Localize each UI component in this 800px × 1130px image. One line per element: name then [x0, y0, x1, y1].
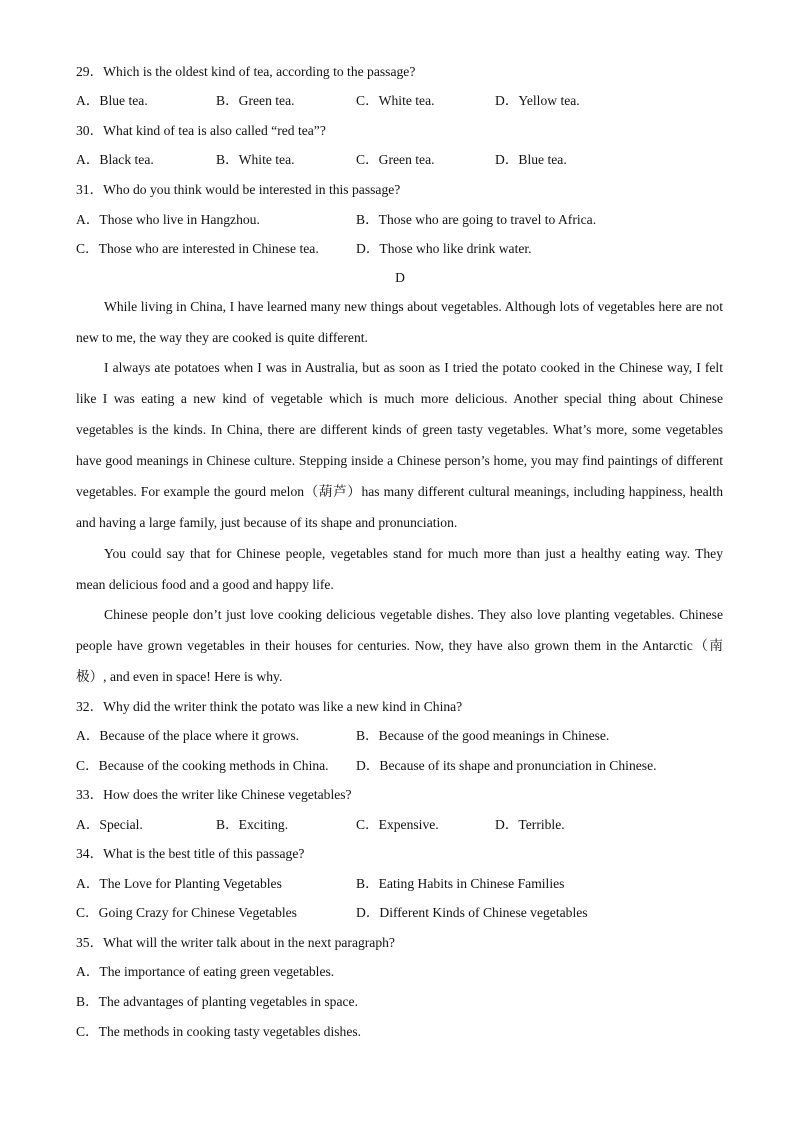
- question-30-option-d: D．Blue tea.: [495, 152, 567, 167]
- question-35-option-c: C．The methods in cooking tasty vegetables dishes.: [76, 1024, 362, 1039]
- question-31-stem: 31．Who do you think would be interested in this passage?: [76, 182, 401, 197]
- section-heading: D: [395, 270, 405, 285]
- question-33-option-a: A．Special.: [76, 817, 143, 832]
- question-33-stem: 33．How does the writer like Chinese vegetables?: [76, 787, 352, 802]
- passage-paragraph-3: You could say that for Chinese people, vegetables stand for much more than just a healthy eating way. They mean delicious food and a good and happy life.: [76, 546, 723, 592]
- question-35-option-a: A．The importance of eating green vegetables.: [76, 964, 335, 979]
- question-30-stem: 30．What kind of tea is also called “red tea”?: [76, 123, 326, 138]
- question-29-option-d: D．Yellow tea.: [495, 93, 580, 108]
- question-32-option-d: D．Because of its shape and pronunciation in Chinese.: [356, 758, 657, 773]
- question-29-option-c: C．White tea.: [356, 93, 435, 108]
- passage-paragraph-1: While living in China, I have learned many new things about vegetables. Although lots of vegetables here are not new to me, the way they are cooked is quite different.: [76, 299, 723, 345]
- question-29-stem: 29．Which is the oldest kind of tea, according to the passage?: [76, 64, 416, 79]
- question-34-option-b: B．Eating Habits in Chinese Families: [356, 876, 565, 891]
- question-32-stem: 32．Why did the writer think the potato was like a new kind in China?: [76, 699, 463, 714]
- question-30-option-a: A．Black tea.: [76, 152, 154, 167]
- question-29-option-b: B．Green tea.: [216, 93, 295, 108]
- passage-paragraph-4: Chinese people don’t just love cooking delicious vegetable dishes. They also love planting vegetables. Chinese people have grown vegetables in their houses for centuries. Now, they have also grown them in the Antarctic（南极）, and even in space! Here is why.: [76, 607, 723, 684]
- question-32-option-c: C．Because of the cooking methods in China.: [76, 758, 329, 773]
- question-31-option-d: D．Those who like drink water.: [356, 241, 532, 256]
- question-34-option-c: C．Going Crazy for Chinese Vegetables: [76, 905, 297, 920]
- question-32-option-a: A．Because of the place where it grows.: [76, 728, 300, 743]
- question-31-option-b: B．Those who are going to travel to Africa.: [356, 212, 597, 227]
- question-31-option-a: A．Those who live in Hangzhou.: [76, 212, 260, 227]
- question-33-option-b: B．Exciting.: [216, 817, 289, 832]
- passage-paragraph-2: I always ate potatoes when I was in Australia, but as soon as I tried the potato cooked in the Chinese way, I felt like I was eating a new kind of vegetable which is much more delicious. Another special thing about Chinese vegetables is the kinds. In China, there are different kinds of green tasty vegetables. What’s more, some vegetables have good meanings in Chinese culture. Stepping inside a Chinese person’s home, you may find paintings of different vegetables. For example the gourd melon（葫芦）has many different cultural meanings, including happiness, health and having a large family, just because of its shape and pronunciation.: [76, 360, 723, 530]
- question-32-option-b: B．Because of the good meanings in Chinese.: [356, 728, 610, 743]
- question-35-stem: 35．What will the writer talk about in the next paragraph?: [76, 935, 395, 950]
- question-35-option-b: B．The advantages of planting vegetables in space.: [76, 994, 358, 1009]
- question-34-option-a: A．The Love for Planting Vegetables: [76, 876, 282, 891]
- question-31-option-c: C．Those who are interested in Chinese tea.: [76, 241, 319, 256]
- question-34-stem: 34．What is the best title of this passage?: [76, 846, 305, 861]
- question-33-option-d: D．Terrible.: [495, 817, 565, 832]
- question-29-option-a: A．Blue tea.: [76, 93, 148, 108]
- question-33-option-c: C．Expensive.: [356, 817, 439, 832]
- question-30-option-c: C．Green tea.: [356, 152, 435, 167]
- question-30-option-b: B．White tea.: [216, 152, 295, 167]
- question-34-option-d: D．Different Kinds of Chinese vegetables: [356, 905, 588, 920]
